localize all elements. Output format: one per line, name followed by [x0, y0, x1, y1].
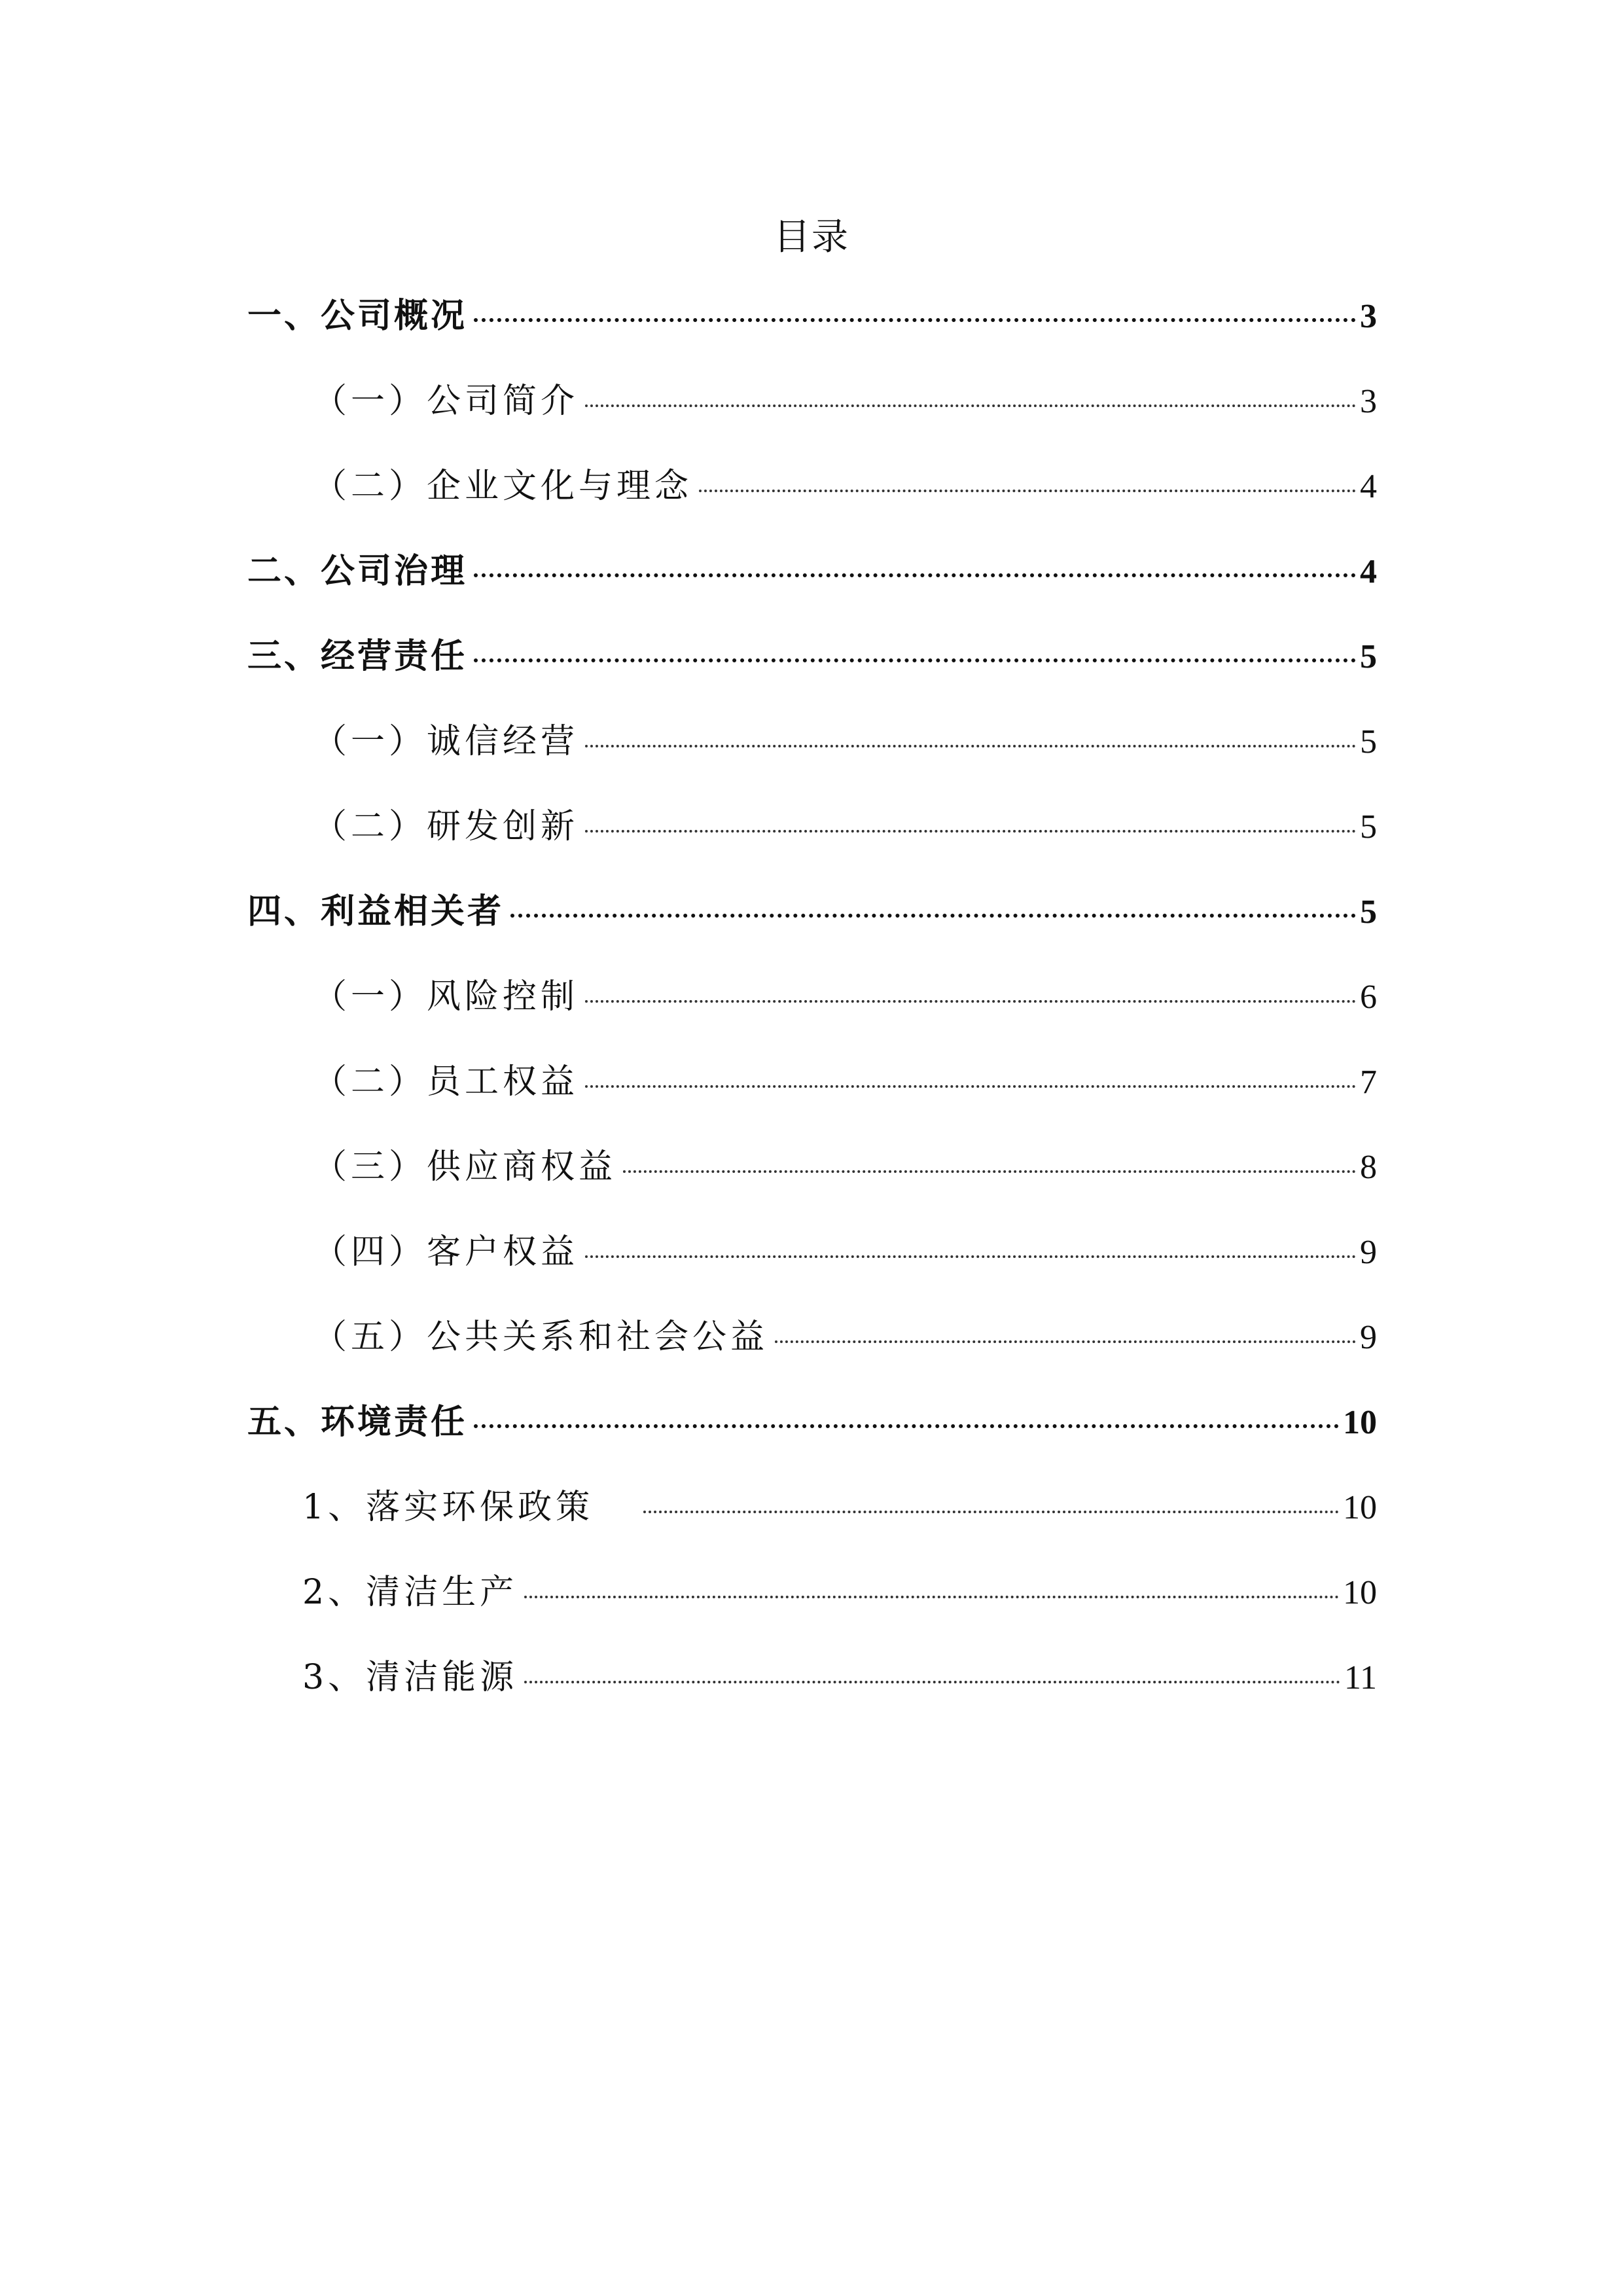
toc-entry[interactable] [247, 1479, 1377, 1564]
toc-entry-page: 9 [1360, 1319, 1377, 1356]
toc-entry-label: （二）企业文化与理念 [313, 467, 693, 506]
toc-entry-page: 3 [1360, 383, 1377, 420]
dot-leader [474, 1424, 1339, 1428]
toc-entry-page: 4 [1360, 468, 1377, 505]
toc-entry-page: 8 [1360, 1149, 1377, 1186]
dot-leader [775, 1340, 1356, 1343]
toc-entry-label: （一）风险控制 [313, 977, 579, 1016]
dot-leader [474, 318, 1356, 322]
dot-leader [585, 1255, 1356, 1258]
toc-entry-page: 6 [1360, 978, 1377, 1016]
toc-entry-label: 1、落实环保政策 [302, 1488, 594, 1527]
toc-entry-label: 二、公司治理 [247, 551, 468, 591]
toc-entry-label: 五、环境责任 [247, 1402, 468, 1442]
toc-entry-page: 10 [1343, 1404, 1377, 1441]
dot-leader [474, 658, 1356, 662]
toc-entry-page: 5 [1360, 808, 1377, 846]
toc-entry[interactable] [247, 1139, 1377, 1224]
toc-entry-label: （三）供应商权益 [313, 1147, 617, 1187]
toc-title: 目录 [774, 216, 849, 259]
dot-leader [585, 830, 1356, 833]
toc-entry-page: 10 [1343, 1574, 1377, 1611]
toc-entry[interactable] [247, 288, 1377, 373]
toc-entry-page: 4 [1360, 553, 1377, 590]
toc-entry-label: （五）公共关系和社会公益 [313, 1318, 769, 1357]
toc-entry[interactable] [247, 543, 1377, 628]
toc-entry-page: 5 [1360, 893, 1377, 931]
toc-entry[interactable] [247, 458, 1377, 543]
toc-entry-page: 3 [1360, 298, 1377, 335]
toc-entry[interactable] [247, 713, 1377, 798]
toc-entry[interactable] [247, 1224, 1377, 1309]
toc-entry[interactable] [247, 1394, 1377, 1479]
toc-entry-page: 11 [1344, 1659, 1377, 1696]
toc-entry-page: 5 [1360, 723, 1377, 761]
toc-entry-page: 5 [1360, 638, 1377, 675]
dot-leader [585, 404, 1356, 407]
toc-entry-label: （二）研发创新 [313, 807, 579, 846]
toc-entry-label: （一）诚信经营 [313, 722, 579, 761]
dot-leader [474, 573, 1356, 577]
toc-entry-label: 3、清洁能源 [302, 1658, 518, 1697]
dot-leader [524, 1596, 1339, 1598]
toc-entry[interactable] [247, 1564, 1377, 1649]
table-of-contents [247, 288, 1377, 1734]
toc-entry[interactable] [247, 969, 1377, 1054]
toc-entry[interactable] [247, 1649, 1377, 1734]
toc-entry[interactable] [247, 884, 1377, 969]
toc-entry-label: 2、清洁生产 [302, 1573, 518, 1612]
toc-entry-label: （二）员工权益 [313, 1062, 579, 1102]
dot-leader [699, 490, 1356, 492]
dot-leader [643, 1511, 1339, 1513]
toc-entry-label: （一）公司简介 [313, 382, 579, 421]
toc-entry-page: 7 [1360, 1064, 1377, 1101]
toc-entry[interactable] [247, 628, 1377, 713]
dot-leader [623, 1170, 1356, 1173]
toc-entry-label: 一、公司概况 [247, 296, 468, 336]
toc-entry-label: 三、经营责任 [247, 636, 468, 676]
toc-entry-page: 9 [1360, 1234, 1377, 1271]
toc-entry[interactable] [247, 798, 1377, 884]
toc-entry[interactable] [247, 1309, 1377, 1394]
dot-leader [585, 745, 1356, 747]
toc-entry-label: （四）客户权益 [313, 1232, 579, 1272]
toc-entry[interactable] [247, 1054, 1377, 1139]
dot-leader [585, 1085, 1356, 1088]
toc-entry-page: 10 [1343, 1489, 1377, 1526]
toc-entry[interactable] [247, 373, 1377, 458]
dot-leader [510, 914, 1356, 918]
dot-leader [524, 1681, 1340, 1683]
toc-entry-label: 四、利益相关者 [247, 891, 505, 931]
dot-leader [585, 1000, 1356, 1003]
